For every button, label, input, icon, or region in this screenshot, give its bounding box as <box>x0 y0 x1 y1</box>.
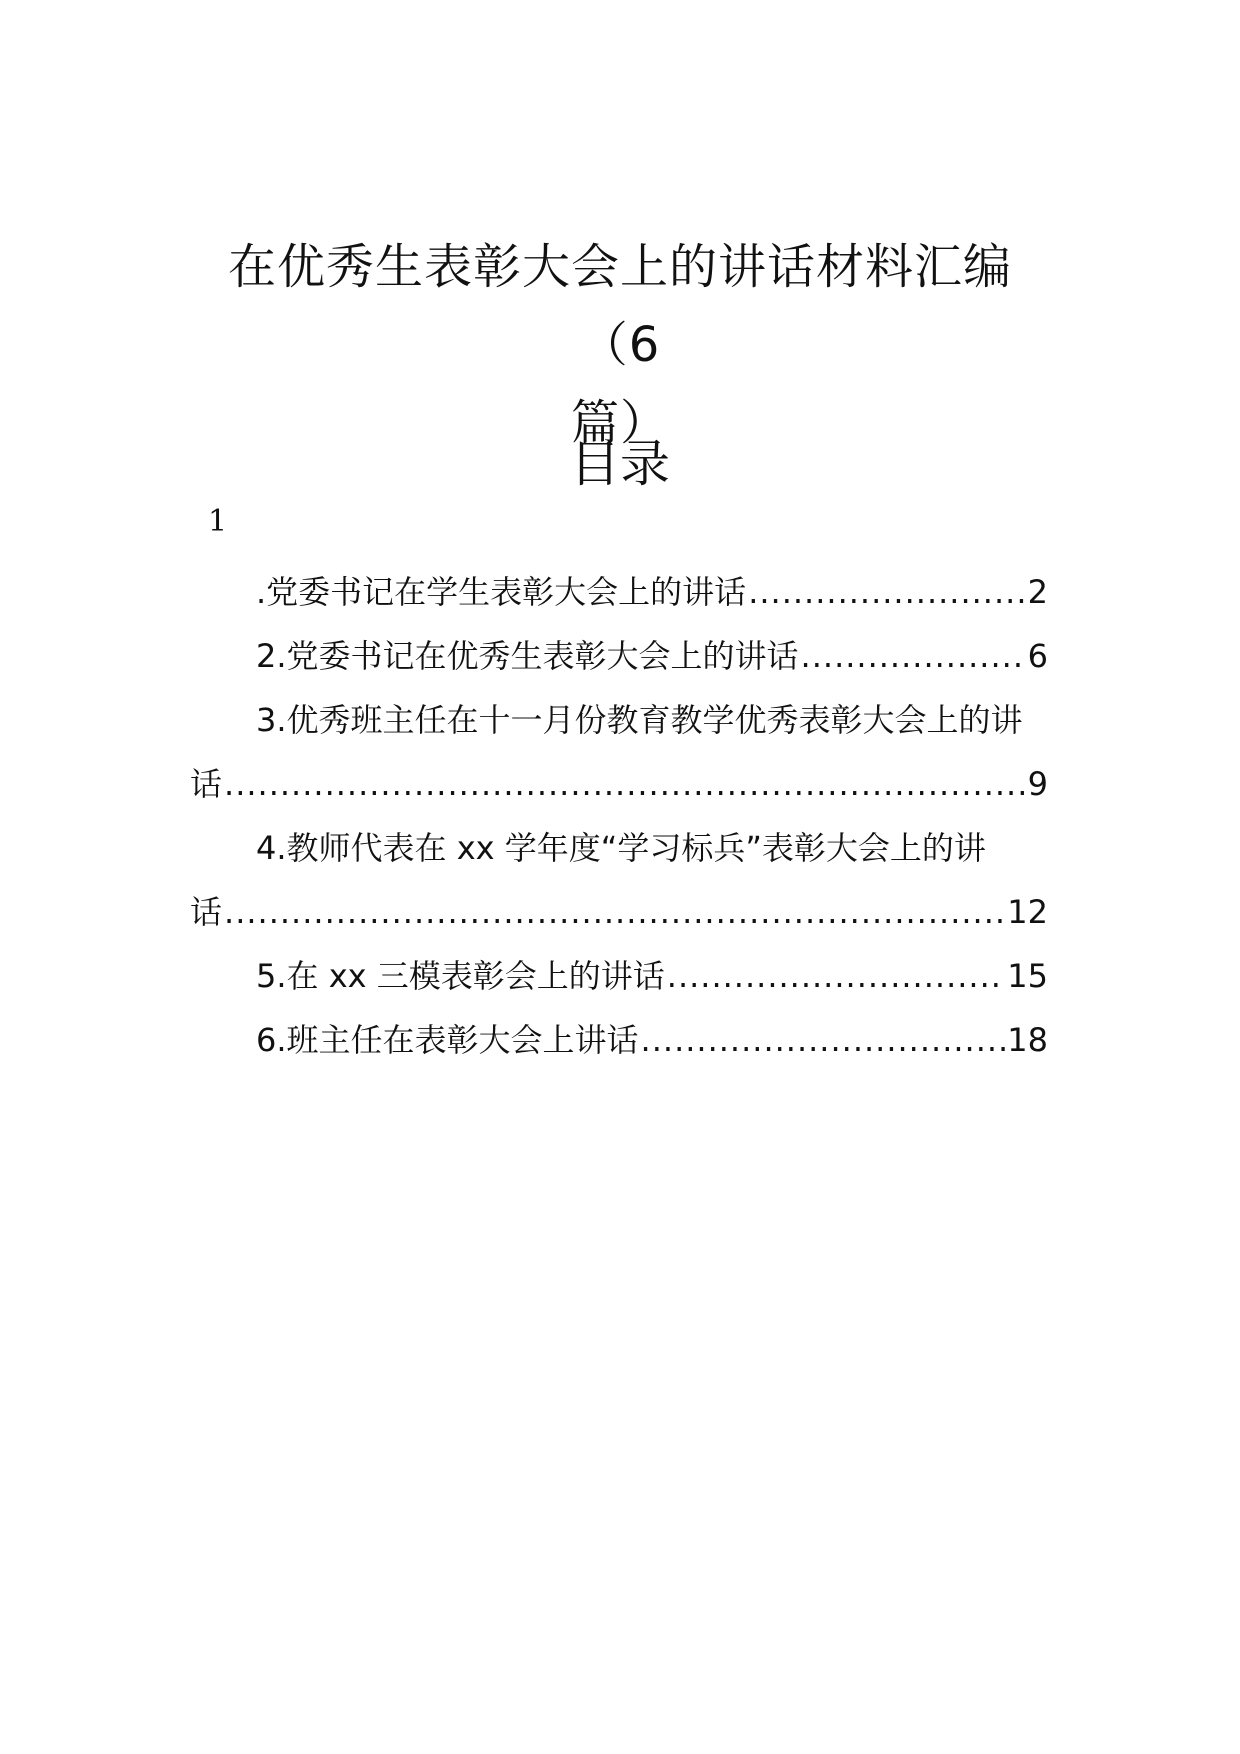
leader-dots <box>667 944 1006 1008</box>
toc-entry-label: 3.优秀班主任在十一月份教育教学优秀表彰大会上的讲 <box>256 701 1023 739</box>
toc-entry-page: 9 <box>1027 765 1048 803</box>
leader-dots <box>748 560 1025 624</box>
toc-entry-label: .党委书记在学生表彰大会上的讲话 <box>256 573 747 611</box>
toc-entry-page: 2 <box>1027 573 1048 611</box>
toc-heading: 目录 <box>570 435 670 493</box>
leader-dots <box>224 880 1005 944</box>
toc-entry-continuation: 话 <box>190 765 223 803</box>
table-of-contents <box>190 560 1048 1072</box>
toc-entry-page: 18 <box>1007 1021 1048 1059</box>
leader-dots <box>641 1008 1006 1072</box>
toc-entry-1[interactable] <box>190 560 1048 624</box>
toc-entry-label: 4.教师代表在 xx 学年度“学习标兵”表彰大会上的讲 <box>256 829 986 867</box>
toc-entry-5[interactable] <box>190 944 1048 1008</box>
toc-entry-page: 12 <box>1007 893 1048 931</box>
toc-entry-label: 2.党委书记在优秀生表彰大会上的讲话 <box>256 637 799 675</box>
leader-dots <box>224 752 1026 816</box>
toc-entry-6[interactable] <box>190 1008 1048 1072</box>
title-line-1: 在优秀生表彰大会上的讲话材料汇编（6 <box>227 239 1012 373</box>
toc-entry-continuation: 话 <box>190 893 223 931</box>
toc-entry-4[interactable] <box>190 816 1048 944</box>
toc-entry-label: 6.班主任在表彰大会上讲话 <box>256 1021 639 1059</box>
toc-entry-page: 15 <box>1007 957 1048 995</box>
toc-entry-page: 6 <box>1027 637 1048 675</box>
toc-entry-3[interactable] <box>190 688 1048 816</box>
title-line-2: 篇） <box>570 395 669 451</box>
leader-dots <box>801 624 1026 688</box>
toc-entry-label: 5.在 xx 三模表彰会上的讲话 <box>256 957 665 995</box>
toc-entry-2[interactable] <box>190 624 1048 688</box>
stray-number: 1 <box>208 504 228 539</box>
